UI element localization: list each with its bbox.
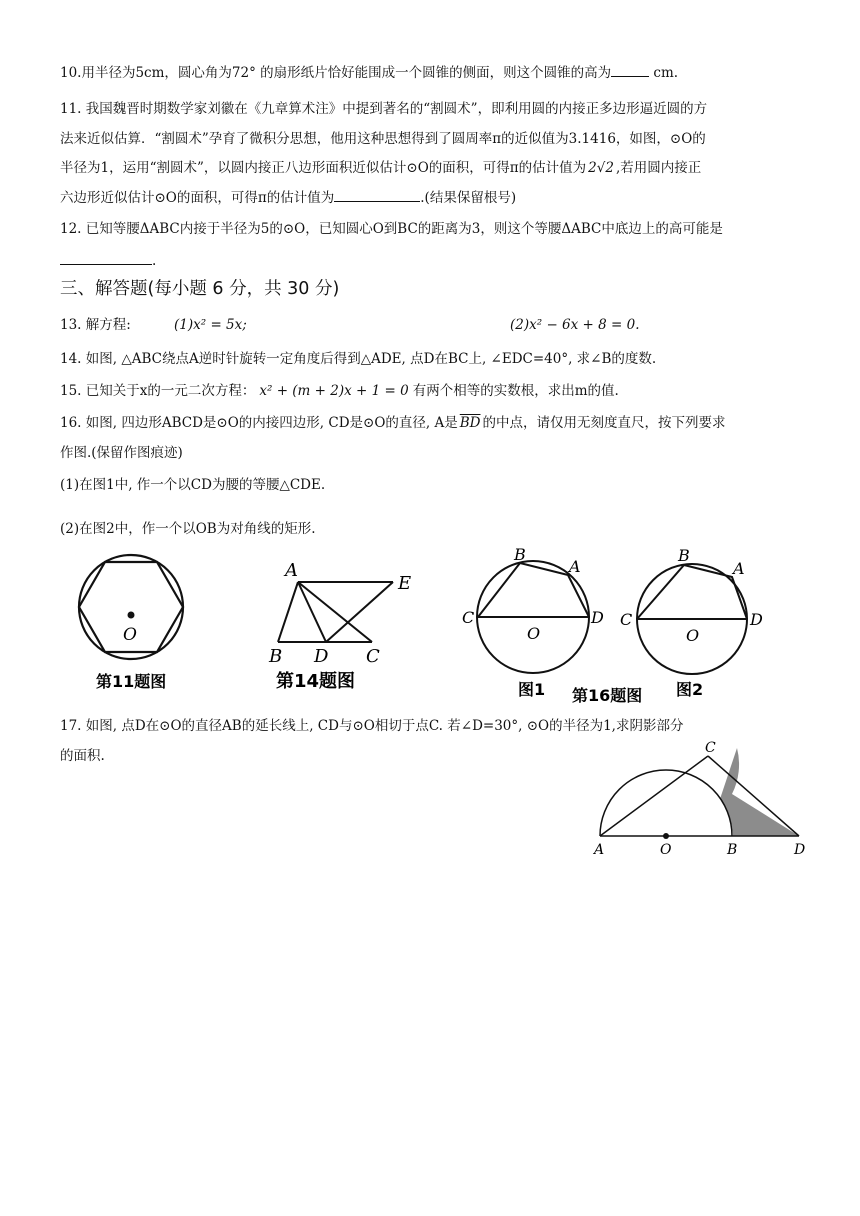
question-11-line-2: 法来近似估算．“割圆术”孕育了微积分思想，他用这种思想得到了圆周率π的近似值为3.1416，如图，⊙O的: [60, 131, 706, 147]
fig11-label-o: O: [123, 625, 137, 645]
question-13: [60, 315, 131, 335]
figure-16-2: [637, 564, 747, 674]
fig16-2-label-b: B: [678, 546, 690, 565]
q13-equation-1: (1)x² = 5x;: [174, 317, 247, 333]
question-17-line-2: 的面积.: [60, 748, 105, 764]
fig14-segment-ad: [298, 582, 326, 642]
question-17-line-1: 17. 如图, 点D在⊙O的直径AB的延长线上, CD与⊙O相切于点C. 若∠D=30°, ⊙O的半径为1,求阴影部分: [60, 718, 684, 734]
q11-text-c: ,若用圆内接正: [615, 160, 702, 176]
figure-17: [580, 738, 840, 858]
fig16-2-label-d: D: [750, 610, 763, 629]
fig14-label-d: D: [314, 646, 329, 667]
q15-equation: x² + (m + 2)x + 1 = 0: [259, 383, 409, 399]
fig14-segment-ab: [278, 582, 298, 642]
q11-answer-blank[interactable]: [334, 187, 420, 202]
q10-unit: cm.: [649, 65, 679, 81]
q11-text-a: 半径为1，运用“割圆术”，以圆内接正八边形面积近似估计⊙O的面积，可得π的估计值为: [60, 160, 587, 176]
question-11-line-4: [60, 187, 516, 208]
fig16-1-label-c: C: [462, 608, 475, 627]
question-11-line-3: [60, 158, 701, 178]
figure-14-labels: [268, 560, 411, 692]
fig17-semicircle: [600, 770, 732, 836]
section-3-title: 三、解答题(每小题 6 分，共 30 分): [60, 279, 340, 299]
fig17-chord-ac: [600, 756, 708, 836]
q16-arc-bd: $\overline{BD}$: [459, 415, 481, 431]
fig11-center-point: [128, 612, 135, 619]
question-16-part-1: (1)在图1中, 作一个以CD为腰的等腰△CDE.: [60, 477, 326, 493]
q10-text: 10.用半径为5cm，圆心角为72° 的扇形纸片恰好能围成一个圆锥的侧面，则这个圆锥的高为: [60, 65, 612, 81]
fig16-2-caption: 图2: [676, 680, 704, 699]
question-16-part-2: (2)在图2中，作一个以OB为对角线的矩形.: [60, 521, 316, 537]
question-11-line-1: 11. 我国魏晋时期数学家刘徽在《九章算术注》中提到著名的“割圆术”，即利用圆的内接正多边形逼近圆的方: [60, 101, 708, 117]
figure-16-1-labels: [462, 545, 642, 705]
fig14-label-e: E: [398, 573, 412, 594]
fig14-label-c: C: [366, 646, 380, 667]
figure-14: [278, 582, 393, 642]
question-14: 14. 如图, △ABC绕点A逆时针旋转一定角度后得到△ADE, 点D在BC上, ∠EDC=40°, 求∠B的度数.: [60, 351, 657, 367]
q16-text-b: 的中点，请仅用无刻度直尺，按下列要求: [482, 415, 726, 431]
question-12-line-1: 12. 已知等腰ΔABC内接于半径为5的⊙O，已知圆心O到BC的距离为3，则这个等腰ΔABC中底边上的高可能是: [60, 221, 723, 237]
fig16-1-label-d: D: [591, 608, 604, 627]
fig14-label-b: B: [269, 646, 283, 667]
fig17-center-point: [663, 833, 669, 839]
q12-period: .: [152, 253, 157, 269]
figure-16-2-labels: [620, 546, 763, 699]
question-10: [60, 62, 678, 83]
q15-suffix: 有两个相等的实数根，求出m的值.: [412, 383, 619, 399]
fig17-label-c: C: [705, 740, 716, 756]
fig14-label-a: A: [285, 560, 298, 581]
q10-answer-blank[interactable]: [611, 62, 649, 77]
fig17-label-b: B: [727, 842, 738, 858]
fig17-label-o: O: [660, 842, 672, 858]
question-15: [60, 381, 619, 401]
question-16-line-2: 作图.(保留作图痕迹): [60, 445, 183, 461]
fig16-caption: 第16题图: [572, 686, 643, 705]
question-16-line-1: [60, 413, 726, 433]
fig16-2-label-o: O: [686, 626, 700, 645]
figures-row: [0, 545, 860, 705]
q11-value-2root2: 2√2: [588, 160, 614, 176]
fig11-caption: 第11题图: [96, 672, 167, 691]
fig16-2-label-c: C: [620, 610, 633, 629]
figure-11: [79, 555, 183, 691]
q12-answer-blank[interactable]: [60, 250, 152, 265]
q11-text-e: .(结果保留根号): [420, 190, 517, 206]
fig16-1-label-a: A: [569, 557, 581, 576]
q11-text-d: 六边形近似估计⊙O的面积，可得π的估计值为: [60, 190, 335, 206]
q13-equation-2: (2)x² − 6x + 8 = 0.: [510, 317, 640, 333]
fig17-label-d: D: [794, 842, 806, 858]
fig17-shaded-region: [720, 748, 799, 836]
q15-prefix: 15. 已知关于x的一元二次方程：: [60, 383, 256, 399]
q16-text-a: 16. 如图, 四边形ABCD是⊙O的内接四边形, CD是⊙O的直径, A是: [60, 415, 458, 431]
fig16-1-label-b: B: [514, 545, 526, 564]
q13-label: 13. 解方程:: [60, 317, 131, 333]
fig16-2-quadrilateral: [637, 565, 747, 619]
fig16-2-label-a: A: [733, 559, 745, 578]
figure-16-1: [477, 561, 589, 673]
fig17-label-a: A: [594, 842, 605, 858]
fig16-1-label-o: O: [527, 624, 541, 643]
fig16-1-caption: 图1: [518, 680, 546, 699]
question-12-line-2: [60, 250, 156, 271]
fig14-caption: 第14题图: [276, 671, 356, 692]
